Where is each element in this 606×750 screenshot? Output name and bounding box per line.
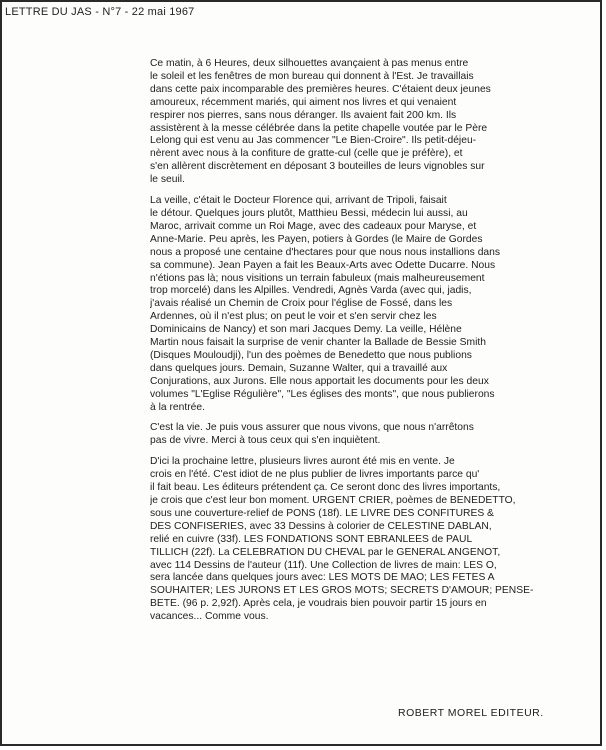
text-line: s'en allèrent discrètement en déposant 3 bouteilles de leurs vignobles sur xyxy=(150,161,485,173)
text-line: Maroc, arrivait comme un Roi Mage, avec des cadeaux pour Maryse, et xyxy=(150,220,477,232)
text-line: à la rentrée. xyxy=(150,401,205,413)
signature: ROBERT MOREL EDITEUR. xyxy=(398,707,544,719)
text-line: le soleil et les fenêtres de mon bureau qui donnent à l'Est. Je travaillais xyxy=(150,70,474,82)
text-line: le seuil. xyxy=(150,174,185,186)
letter-body xyxy=(150,58,575,624)
text-line: Martin nous faisait la surprise de venir chanter la Ballade de Bessie Smith xyxy=(150,337,486,349)
paragraph xyxy=(150,58,575,187)
letter-header: LETTRE DU JAS - N°7 - 22 mai 1967 xyxy=(5,6,195,18)
text-line: sous une couverture-relief de PONS (18f). LE LIVRE DES CONFITURES & xyxy=(150,507,494,519)
text-line: Dominicains de Nancy) et son mari Jacques Demy. La veille, Hélène xyxy=(150,324,462,336)
paragraph-gap xyxy=(150,448,575,456)
text-line: TILLICH (22f). La CELEBRATION DU CHEVAL par le GENERAL ANGENOT, xyxy=(150,546,501,558)
paragraph xyxy=(150,195,575,414)
paragraph-gap xyxy=(150,414,575,422)
text-line: Lelong qui est venu au Jas commencer "Le Bien-Croire". Ils petit-déjeu- xyxy=(150,135,477,147)
text-line: crois en l'été. C'est idiot de ne plus publier de livres importants parce qu' xyxy=(150,469,480,481)
text-line: relié en cuivre (33f). LES FONDATIONS SONT EBRANLEES de PAUL xyxy=(150,533,473,545)
text-line: D'ici la prochaine lettre, plusieurs livres auront été mis en vente. Je xyxy=(150,456,455,468)
text-line: avec 114 Dessins de l'auteur (11f). Une Collection de livres de main: LES O, xyxy=(150,559,497,571)
text-line: nous a proposé une centaine d'hectares pour que nous nous installions dans xyxy=(150,246,501,258)
text-line: La veille, c'était le Docteur Florence qui, arrivant de Tripoli, faisait xyxy=(150,195,447,207)
text-line: BETE. (96 p. 2,92f). Après cela, je voudrais bien pouvoir partir 15 jours en xyxy=(150,598,487,610)
text-line: n'étions pas là; nous visitions un terrain fabuleux (mais malheureusement xyxy=(150,272,485,284)
text-line: assistèrent à la messe célébrée dans la petite chapelle voutée par le Père xyxy=(150,122,488,134)
text-line: il fait beau. Les éditeurs prétendent ça. Ce seront donc des livres importants, xyxy=(150,482,501,494)
paragraph xyxy=(150,422,575,448)
text-line: vacances... Comme vous. xyxy=(150,611,269,623)
text-line: pas de vivre. Merci à tous ceux qui s'en inquiètent. xyxy=(150,435,381,447)
text-line: Ardennes, où il n'est plus; on peut le voir et s'en servir chez les xyxy=(150,311,437,323)
text-line: volumes "L'Eglise Régulière", "Les églises des monts", que nous publierons xyxy=(150,388,495,400)
text-line: Conjurations, aux Jurons. Elle nous apportait les documents pour les deux xyxy=(150,375,489,387)
text-line: sera lancée dans quelques jours avec: LES MOTS DE MAO; LES FETES A xyxy=(150,572,495,584)
text-line: nèrent avec nous à la confiture de gratte-cul (celle que je préfère), et xyxy=(150,148,463,160)
text-line: amoureux, récemment mariés, qui aiment nos livres et qui venaient xyxy=(150,96,457,108)
text-line: respirer nos pierres, sans nous déranger. Ils avaient fait 200 km. Ils xyxy=(150,109,457,121)
text-line: C'est la vie. Je puis vous assurer que nous vivons, que nous n'arrêtons xyxy=(150,422,474,434)
text-line: dans quelques jours. Demain, Suzanne Walter, qui a travaillé aux xyxy=(150,362,448,374)
text-line: je crois que c'est leur bon moment. URGENT CRIER, poèmes de BENEDETTO, xyxy=(150,495,516,506)
text-line: trop morcelé) dans les Alpilles. Vendredi, Agnès Varda (avec qui, jadis, xyxy=(150,285,472,297)
text-line: Anne-Marie. Peu après, les Payen, potiers à Gordes (le Maire de Gordes xyxy=(150,233,483,245)
text-line: sa commune). Jean Payen a fait les Beaux-Arts avec Odette Ducarre. Nous xyxy=(150,259,496,271)
text-line: SOUHAITER; LES JURONS ET LES GROS MOTS; SECRETS D'AMOUR; PENSE- xyxy=(150,585,534,597)
text-line: dans cette paix incomparable des premières heures. C'étaient deux jeunes xyxy=(150,83,491,95)
text-line: le détour. Quelques jours plutôt, Matthieu Bessi, médecin lui aussi, au xyxy=(150,207,468,219)
text-line: j'avais réalisé un Chemin de Croix pour l'église de Fossé, dans les xyxy=(150,298,453,310)
text-line: DES CONFISERIES, avec 33 Dessins à colorier de CELESTINE DABLAN, xyxy=(150,520,492,532)
text-line: (Disques Mouloudji), l'un des poèmes de Benedetto que nous publions xyxy=(150,349,472,361)
paragraph xyxy=(150,456,575,624)
text-line: Ce matin, à 6 Heures, deux silhouettes avançaient à pas menus entre xyxy=(150,58,469,69)
paragraph-gap xyxy=(150,187,575,195)
